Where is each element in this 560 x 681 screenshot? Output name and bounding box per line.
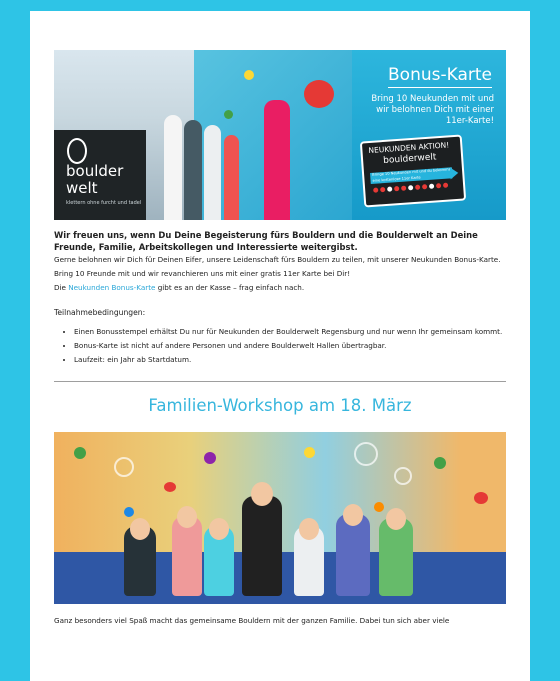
hold-shape bbox=[244, 70, 254, 80]
intro-paragraph: Gerne belohnen wir Dich für Deinen Eifer, unsere Leidenschaft fürs Bouldern zu teilen, mit unserer Neukunden Bonus-Karte. Bring 10 Freunde mit und wir revanchieren uns mit einer gratis 11er Karte bei Dir! bbox=[54, 255, 501, 278]
person-head bbox=[177, 506, 197, 528]
logo-word-boulder: boulder bbox=[66, 162, 124, 180]
person-head bbox=[130, 518, 150, 540]
intro-cta-paragraph bbox=[54, 281, 506, 295]
hold-shape bbox=[224, 110, 233, 119]
workshop-title: Familien-Workshop am 18. März bbox=[148, 396, 412, 415]
stamp-dot bbox=[401, 186, 406, 191]
bubble-shape bbox=[394, 467, 412, 485]
cta-suffix: gibt es an der Kasse – frag einfach nach. bbox=[155, 283, 305, 292]
conditions-heading: Teilnahmebedingungen: bbox=[54, 308, 146, 317]
card-heading: NEUKUNDEN AKTION! bbox=[368, 140, 450, 156]
stamp-dot bbox=[422, 184, 427, 189]
stamp-dot bbox=[387, 187, 392, 192]
bonus-banner-image[interactable] bbox=[54, 50, 506, 220]
bubble-shape bbox=[114, 457, 134, 477]
condition-item: • Laufzeit: ein Jahr ab Startdatum. bbox=[74, 353, 506, 367]
stamp-dot bbox=[415, 185, 420, 190]
workshop-text: Ganz besonders viel Spaß macht das gemeinsame Bouldern mit der ganzen Familie. Dabei tun sich aber viele bbox=[54, 616, 450, 625]
logo-tagline: klettern ohne furcht und tadel bbox=[66, 200, 142, 206]
stamp-dot bbox=[394, 186, 399, 191]
stamp-dot bbox=[408, 185, 413, 190]
person-shape bbox=[224, 135, 239, 220]
conditions-list bbox=[54, 325, 506, 367]
person-shape bbox=[204, 125, 221, 220]
hold-shape bbox=[434, 457, 446, 469]
bonus-title: Bonus-Karte bbox=[388, 65, 492, 88]
section-divider bbox=[54, 381, 506, 382]
condition-item: • Bonus-Karte ist nicht auf andere Personen und andere Boulderwelt Hallen übertragbar. bbox=[74, 339, 506, 353]
hold-shape bbox=[74, 447, 86, 459]
stamp-dot bbox=[380, 187, 385, 192]
person-shape bbox=[164, 115, 182, 220]
logo-ring-icon bbox=[67, 138, 87, 164]
hold-shape bbox=[164, 482, 176, 492]
hold-shape bbox=[304, 447, 315, 458]
bonus-card-link[interactable]: Neukunden Bonus-Karte bbox=[68, 283, 156, 292]
hold-shape bbox=[374, 502, 384, 512]
newsletter-content bbox=[54, 50, 506, 635]
workshop-photo[interactable] bbox=[54, 432, 506, 604]
boulderwelt-logo bbox=[54, 130, 146, 220]
stamp-dot bbox=[443, 183, 448, 188]
person-head bbox=[209, 518, 229, 540]
intro-lead: Wir freuen uns, wenn Du Deine Begeisterung fürs Bouldern und die Boulderwelt an Deine Freunde, Familie, Arbeitskollegen und Interessierte weitergibst. bbox=[54, 230, 478, 252]
card-logo: boulderwelt bbox=[382, 152, 437, 167]
person-head bbox=[251, 482, 273, 506]
stamp-dot bbox=[436, 183, 441, 188]
bonus-panel bbox=[352, 50, 506, 220]
person-head bbox=[386, 508, 406, 530]
person-head bbox=[299, 518, 319, 540]
cta-prefix: Die bbox=[54, 283, 69, 292]
newsletter-card bbox=[30, 11, 530, 681]
bonus-card-graphic bbox=[360, 135, 466, 208]
person-shape bbox=[242, 496, 282, 596]
hold-shape bbox=[204, 452, 216, 464]
person-shape bbox=[172, 516, 202, 596]
person-shape bbox=[264, 100, 290, 220]
person-head bbox=[343, 504, 363, 526]
person-shape bbox=[336, 514, 370, 596]
hold-shape bbox=[304, 80, 334, 108]
stamp-dot bbox=[373, 187, 378, 192]
hold-shape bbox=[124, 507, 134, 517]
hold-shape bbox=[474, 492, 488, 504]
bubble-shape bbox=[354, 442, 378, 466]
arrow-right-icon bbox=[450, 167, 459, 180]
stamp-dots bbox=[373, 183, 448, 193]
person-shape bbox=[184, 120, 202, 220]
logo-word-welt: welt bbox=[66, 179, 98, 197]
stamp-dot bbox=[429, 184, 434, 189]
condition-item: • Einen Bonusstempel erhältst Du nur für Neukunden der Boulderwelt Regensburg und nur wenn Ihr gemeinsam kommt. bbox=[74, 325, 506, 339]
card-stripe: Bringe 10 Neukunden mit und du bekommst eine kostenlose 11er Karte bbox=[372, 167, 452, 183]
bonus-subtitle: Bring 10 Neukunden mit und wir belohnen Dich mit einer 11er-Karte! bbox=[371, 94, 494, 126]
